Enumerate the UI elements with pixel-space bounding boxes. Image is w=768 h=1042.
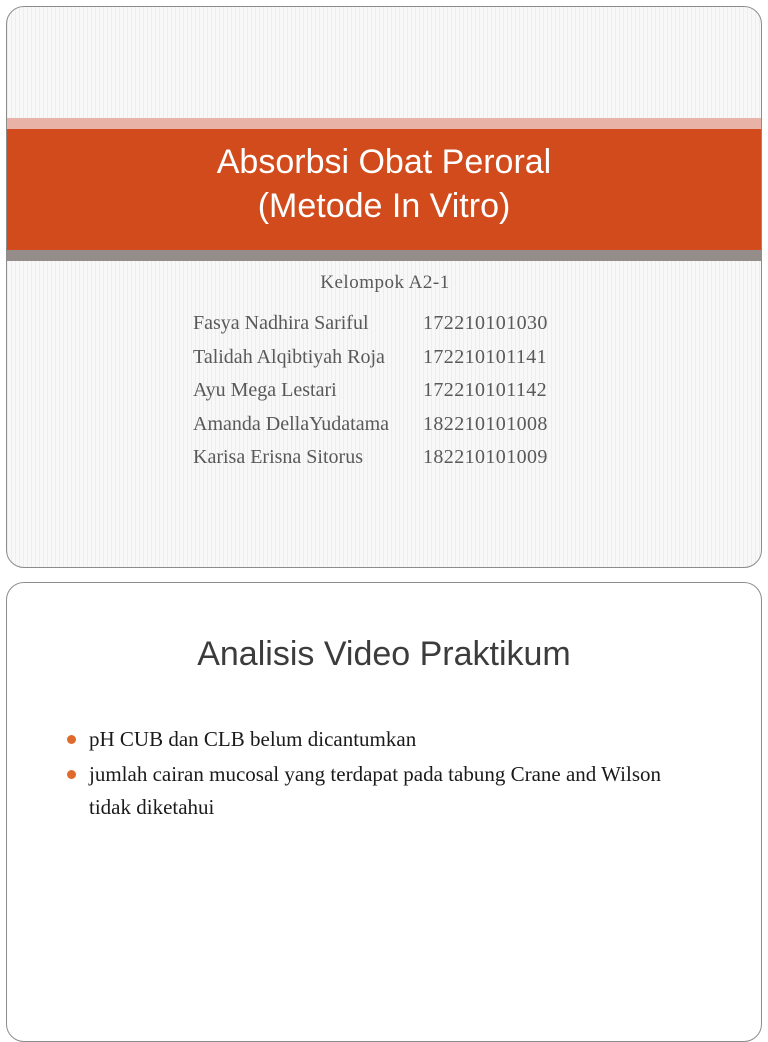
bullet-text: pH CUB dan CLB belum dicantumkan: [89, 727, 417, 751]
member-row: [193, 408, 548, 442]
bullet-dot-icon: [67, 770, 76, 779]
bullet-item: [67, 723, 707, 756]
bullet-item: [67, 758, 707, 824]
title-accent-top: [7, 118, 761, 129]
member-row: [193, 441, 548, 475]
title-slide: [6, 6, 762, 568]
member-row: [193, 341, 548, 375]
member-row: [193, 374, 548, 408]
member-id: 172210101142: [423, 379, 548, 401]
content-slide: [6, 582, 762, 1042]
member-list: [193, 307, 548, 475]
member-name: Talidah Alqibtiyah Roja: [193, 345, 385, 368]
member-id: 172210101030: [423, 312, 548, 334]
slide-heading: Analisis Video Praktikum: [197, 635, 571, 673]
slide-title-line1: Absorbsi Obat Peroral: [216, 143, 552, 181]
group-label: Kelompok A2-1: [320, 272, 450, 293]
member-name: Ayu Mega Lestari: [193, 379, 337, 401]
title-accent-bottom: [7, 250, 761, 261]
member-id: 182210101009: [423, 446, 548, 468]
bullet-dot-icon: [67, 735, 76, 744]
member-name: Fasya Nadhira Sariful: [193, 312, 369, 334]
slide-title-line2: (Metode In Vitro): [257, 187, 511, 225]
member-name: Amanda DellaYudatama: [193, 412, 390, 435]
member-id: 182210101008: [423, 412, 548, 435]
slide-title: [7, 140, 761, 228]
bullet-list: [67, 723, 707, 826]
member-row: [193, 307, 548, 341]
bullet-text: jumlah cairan mucosal yang terdapat pada tabung Crane and Wilson tidak diketahui: [89, 762, 661, 819]
member-name: Karisa Erisna Sitorus: [193, 446, 363, 468]
member-id: 172210101141: [423, 345, 548, 368]
